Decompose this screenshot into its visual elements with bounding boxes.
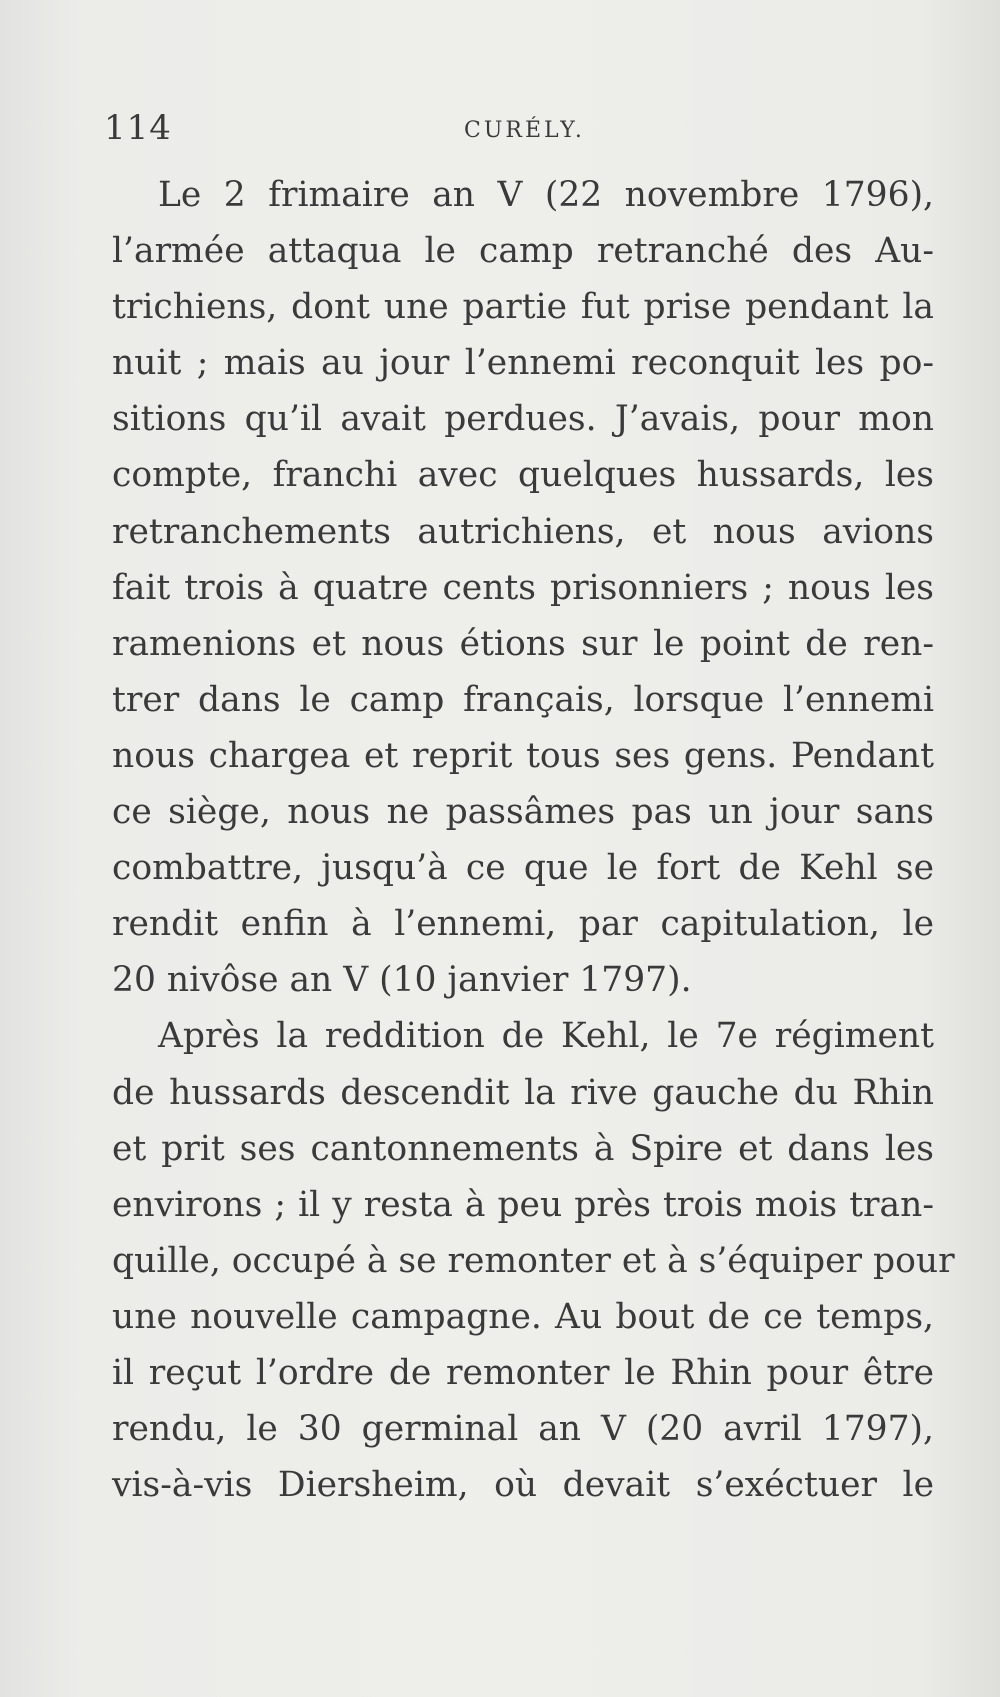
text-line: ce siège, nous ne passâmes pas un jour sans [112, 792, 934, 833]
text-line: et prit ses cantonnements à Spire et dans les [112, 1128, 934, 1169]
text-line: environs ; il y resta à peu près trois mois tran- [112, 1184, 934, 1225]
text-line: rendu, le 30 germinal an V (20 avril 1797), [112, 1409, 934, 1450]
text-line: Après la reddition de Kehl, le 7e régiment [158, 1016, 934, 1057]
text-line: nuit ; mais au jour l’ennemi reconquit les po- [112, 343, 934, 384]
text-line: quille, occupé à se remonter et à s’équiper pour [112, 1240, 955, 1281]
text-line: l’armée attaqua le camp retranché des Au- [112, 231, 934, 272]
text-line: ramenions et nous étions sur le point de ren- [112, 623, 934, 664]
text-line: Le 2 frimaire an V (22 novembre 1796), [158, 175, 934, 215]
text-line: 20 nivôse an V (10 janvier 1797). [112, 960, 692, 1001]
text-line: de hussards descendit la rive gauche du Rhin [112, 1072, 934, 1113]
text-line: fait trois à quatre cents prisonniers ; nous les [112, 567, 934, 608]
text-line: vis-à-vis Diersheim, où devait s’exéctuer le [112, 1465, 934, 1506]
text-line: sitions qu’il avait perdues. J’avais, pour mon [112, 399, 934, 440]
text-line: trichiens, dont une partie fut prise pendant la [112, 287, 934, 328]
running-head [104, 108, 934, 158]
text-line: une nouvelle campagne. Au bout de ce temps, [112, 1296, 934, 1337]
body-text [112, 167, 955, 1513]
text-line: trer dans le camp français, lorsque l’ennemi [112, 679, 934, 720]
text-line: compte, franchi avec quelques hussards, les [112, 455, 934, 496]
text-line: nous chargea et reprit tous ses gens. Pendant [112, 735, 934, 776]
running-title: CURÉLY. [464, 118, 585, 143]
page-number: 114 [104, 108, 172, 148]
text-line: il reçut l’ordre de remonter le Rhin pour être [112, 1352, 934, 1393]
text-line: combattre, jusqu’à ce que le fort de Kehl se [112, 848, 934, 889]
text-line: rendit enfin à l’ennemi, par capitulation, le [112, 904, 934, 945]
text-line: retranchements autrichiens, et nous avions [112, 511, 934, 552]
